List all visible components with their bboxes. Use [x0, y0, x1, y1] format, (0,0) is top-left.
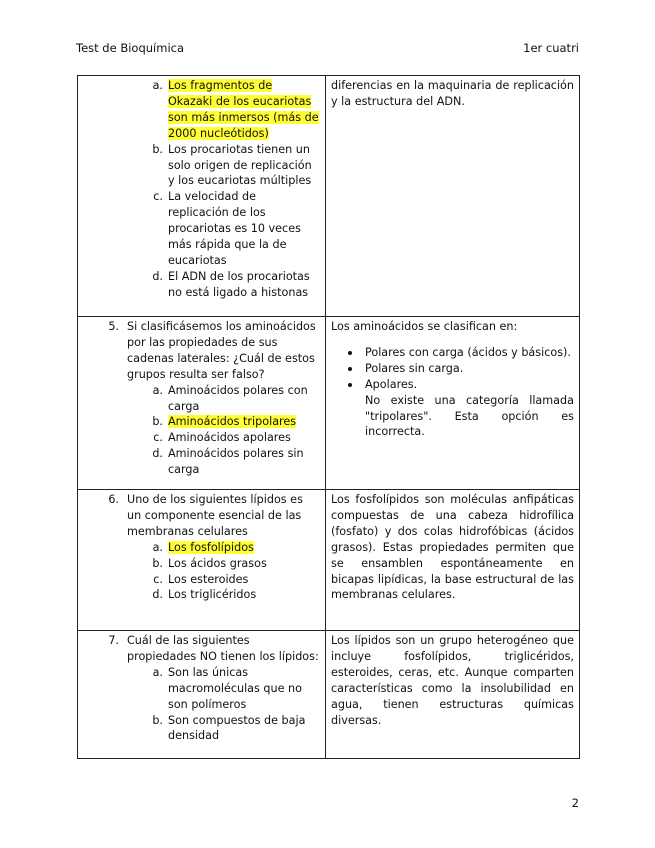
term-label: 1er cuatri — [523, 41, 579, 55]
page-number: 2 — [571, 796, 579, 810]
table-row — [78, 317, 580, 490]
options-list — [83, 540, 320, 604]
option-a: a. Los fragmentos de Okazaki de los eucariotas son más inmersos (más de 2000 nucleótidos) — [152, 79, 319, 140]
bullet-item: Polares con carga (ácidos y básicos). — [365, 345, 574, 361]
option-a: a. Los fosfolípidos — [152, 540, 254, 554]
option-text: Aminoácidos apolares — [168, 431, 291, 445]
question-text: Si clasificásemos los aminoácidos por las propiedades de sus cadenas laterales: ¿Cuál de estos grupos resulta ser falso? — [127, 320, 316, 381]
options-list — [83, 383, 320, 478]
question-number: 6. — [108, 493, 119, 506]
option-text-highlighted: Los fosfolípidos — [168, 540, 254, 554]
option-text-highlighted: Aminoácidos tripolares — [168, 415, 297, 429]
question-cell — [78, 490, 326, 631]
explanation-intro: Los aminoácidos se clasifican en: — [331, 320, 518, 333]
option-a: a. Aminoácidos polares con carga — [143, 383, 320, 415]
bullet-item: Apolares. — [365, 377, 574, 393]
question-text: Cuál de las siguientes propiedades NO tienen los lípidos: — [127, 634, 319, 663]
option-text: La velocidad de replicación de los procariotas es 10 veces más rápida que la de eucariotas — [168, 190, 301, 267]
explanation-text: Los lípidos son un grupo heterogéneo que incluye fosfolípidos, triglicéridos, esteroides, ceras, etc. Aunque comparten características como la insolubilidad en agua, tienen estructuras químicas diversas. — [331, 634, 574, 727]
option-b: b. Los ácidos grasos — [143, 556, 320, 572]
table-row — [78, 631, 580, 759]
question-number: 5. — [108, 320, 119, 333]
explanation-cell — [326, 490, 580, 631]
option-text: Los ácidos grasos — [168, 556, 267, 570]
option-c: c. Los esteroides — [143, 572, 320, 588]
option-b: b. Son compuestos de baja densidad — [143, 713, 320, 745]
option-text: Son compuestos de baja densidad — [168, 713, 306, 743]
classification-list — [331, 345, 574, 393]
option-c: c. La velocidad de replicación de los procariotas es 10 veces más rápida que la de eucariotas — [143, 189, 320, 269]
option-text-highlighted: Los fragmentos de Okazaki de los eucariotas son más inmersos (más de 2000 nucleótidos) — [168, 79, 319, 140]
question-table — [77, 75, 580, 759]
explanation-text: diferencias en la maquinaria de replicación y la estructura del ADN. — [331, 79, 574, 108]
option-text: Aminoácidos polares con carga — [168, 383, 308, 413]
document-title: Test de Bioquímica — [76, 41, 185, 55]
explanation-cell — [326, 631, 580, 759]
option-d: d. Los triglicéridos — [143, 587, 320, 603]
question-text: Uno de los siguientes lípidos es un componente esencial de las membranas celulares — [127, 493, 303, 538]
options-list — [83, 78, 320, 301]
explanation-cell — [326, 76, 580, 317]
option-text: Los triglicéridos — [168, 588, 257, 602]
question-cell — [78, 631, 326, 759]
table-row — [78, 76, 580, 317]
question-cell — [78, 76, 326, 317]
option-text: Los esteroides — [168, 572, 249, 586]
option-c: c. Aminoácidos apolares — [143, 430, 320, 446]
explanation-note: No existe una categoría llamada "tripolares". Esta opción es incorrecta. — [365, 393, 574, 439]
option-text: Son las únicas macromoléculas que no son polímeros — [168, 665, 302, 711]
table-row — [78, 490, 580, 631]
option-text: El ADN de los procariotas no está ligado a histonas — [168, 269, 310, 299]
bullet-item: Polares sin carga. — [365, 361, 574, 377]
question-cell — [78, 317, 326, 490]
option-text: Los procariotas tienen un solo origen de replicación y los eucariotas múltiples — [168, 142, 312, 188]
explanation-text: Los fosfolípidos son moléculas anfipáticas compuestas de una cabeza hidrofílica (fosfato) y dos colas hidrofóbicas (ácidos grasos). Estas propiedades permiten que se ensamblen espontáneamente en bicapas lipídicas, la base estructural de las membranas celulares. — [331, 493, 574, 602]
option-d: d. El ADN de los procariotas no está ligado a histonas — [143, 269, 320, 301]
option-b: b. Los procariotas tienen un solo origen de replicación y los eucariotas múltiples — [143, 142, 320, 190]
option-b: b. Aminoácidos tripolares — [152, 415, 297, 429]
option-d: d. Aminoácidos polares sin carga — [143, 446, 320, 478]
option-text: Aminoácidos polares sin carga — [168, 447, 304, 477]
options-list — [83, 665, 320, 745]
explanation-cell — [326, 317, 580, 490]
option-a: a. Son las únicas macromoléculas que no son polímeros — [143, 665, 320, 713]
question-number: 7. — [108, 634, 119, 647]
